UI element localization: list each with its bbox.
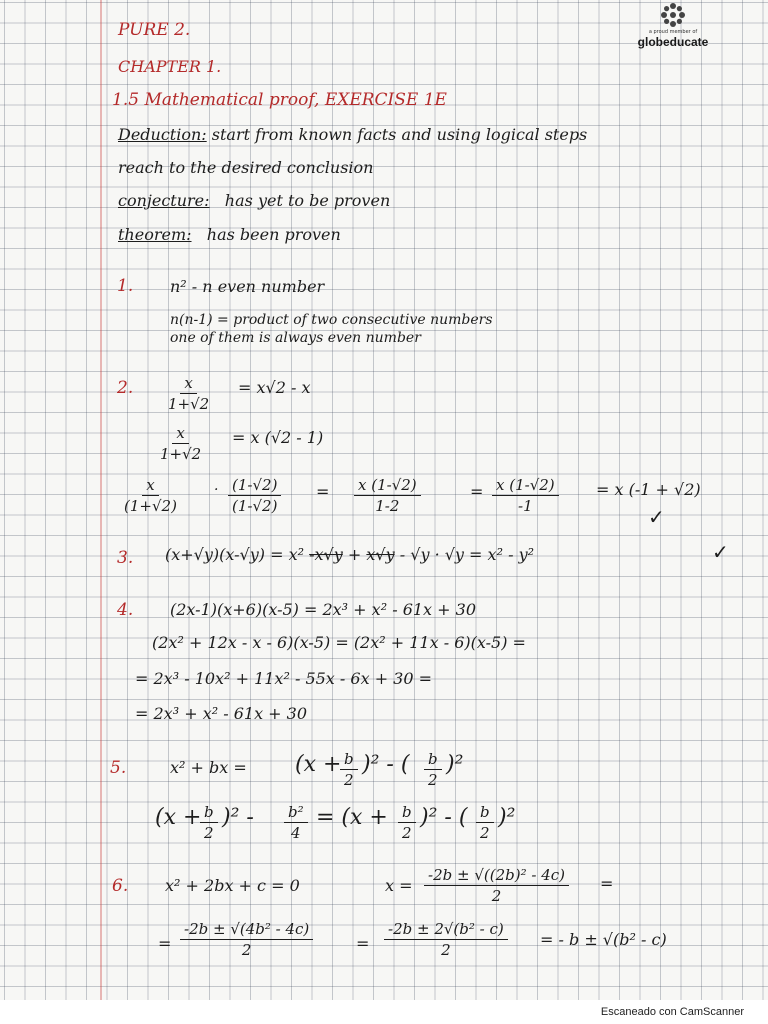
q2-c3-denominator: 1-2 (375, 497, 400, 515)
definition-conjecture-text: has yet to be proven (224, 191, 391, 210)
q5-line1c: )² - ( (362, 752, 410, 777)
q5-fraction-4 (284, 803, 308, 842)
q2-c2-denominator: (1-√2) (232, 497, 278, 515)
q2-fraction-c1 (124, 476, 177, 515)
definition-deduction-cont (118, 158, 373, 177)
definition-conjecture (118, 191, 390, 210)
q3-struck-term-2: x√y (366, 545, 395, 564)
term-conjecture: conjecture: (118, 191, 210, 210)
q5-f6-numerator: b (476, 803, 494, 823)
term-deduction: Deduction: (118, 125, 207, 144)
question-5-number: 5. (110, 758, 127, 778)
definition-deduction (118, 125, 587, 144)
q5-f3-numerator: b (200, 803, 218, 823)
q6-fraction-2 (180, 920, 313, 959)
logo-brand: globeducate (637, 35, 709, 49)
q4-line1: (2x-1)(x+6)(x-5) = 2x³ + x² - 61x + 30 (170, 600, 477, 619)
q2-b-rhs: = x (√2 - 1) (232, 428, 324, 447)
q4-line4: = 2x³ + x² - 61x + 30 (135, 704, 308, 723)
q6-equals-after: = (600, 874, 614, 893)
q5-line2a: (x + (155, 805, 202, 830)
q5-line1a: x² + bx = (170, 758, 247, 777)
q5-f2-denominator: 2 (428, 771, 438, 789)
logo-tagline: a proud member of (648, 29, 698, 35)
q2-c3-numerator: x (1-√2) (354, 476, 421, 496)
question-1-number: 1. (117, 276, 134, 296)
school-logo (618, 0, 728, 62)
q5-f6-denominator: 2 (480, 824, 490, 842)
q2-c-rhs: = x (-1 + √2) (596, 480, 701, 499)
q2-eq1: = (316, 482, 330, 501)
q2-b-denominator: 1+√2 (160, 445, 202, 463)
q5-f2-numerator: b (424, 750, 442, 770)
q6-f1-numerator: -2b ± √((2b)² - 4c) (424, 866, 569, 886)
question-3-number: 3. (117, 548, 134, 568)
q3-line (165, 545, 534, 564)
scanner-watermark: Escaneado con CamScanner (600, 1006, 744, 1018)
gear-flower-icon (660, 2, 686, 28)
q6-f2-denominator: 2 (241, 941, 252, 959)
q6-final: = - b ± √(b² - c) (540, 930, 667, 949)
question-2-number: 2. (117, 378, 134, 398)
q2-fraction-a (168, 374, 209, 413)
q6-equation: x² + 2bx + c = 0 (165, 876, 300, 895)
q6-f3-denominator: 2 (441, 941, 451, 959)
q5-fraction-3 (200, 803, 218, 842)
q5-fraction-5 (398, 803, 416, 842)
q6-x-equals: x = (385, 876, 413, 895)
q1-line2: n(n-1) = product of two consecutive numbers (170, 312, 493, 328)
q2-b-numerator: x (172, 424, 188, 444)
q2-eq2: = (470, 482, 484, 501)
q6-fraction-1 (424, 866, 569, 905)
q5-f5-numerator: b (398, 803, 416, 823)
question-4-number: 4. (117, 600, 134, 620)
definition-theorem-text: has been proven (206, 225, 341, 244)
q6-f1-denominator: 2 (491, 887, 502, 905)
q2-c1-denominator: (1+√2) (124, 497, 177, 515)
q1-line3: one of them is always even number (170, 330, 421, 346)
q6-equals-3: = (356, 934, 370, 953)
q5-f3-denominator: 2 (204, 824, 214, 842)
q5-fraction-1 (340, 750, 358, 789)
q2-fraction-c2 (228, 476, 281, 515)
q2-c1-numerator: x (142, 476, 158, 496)
q2-dot: · (214, 482, 219, 498)
definition-deduction-text: start from known facts and using logical steps (211, 125, 588, 144)
q5-fraction-2 (424, 750, 442, 789)
q2-a-denominator: 1+√2 (168, 395, 210, 413)
q5-f4-denominator: 4 (291, 824, 301, 842)
q1-line1: n² - n even number (170, 277, 325, 296)
check-mark-icon: ✓ (648, 505, 665, 529)
q5-line2b: )² - (222, 805, 254, 830)
q5-line2d: )² - ( (420, 805, 468, 830)
q5-f4-numerator: b² (284, 803, 308, 823)
q5-f1-numerator: b (340, 750, 358, 770)
q5-f5-denominator: 2 (402, 824, 412, 842)
q2-a-rhs: = x√2 - x (238, 378, 311, 397)
q6-f2-numerator: -2b ± √(4b² - 4c) (180, 920, 313, 940)
q4-line2: (2x² + 12x - x - 6)(x-5) = (2x² + 11x - 6)(x-5) = (152, 633, 526, 652)
q2-a-numerator: x (180, 374, 196, 394)
q2-c4-denominator: -1 (518, 497, 533, 515)
q5-line2e: )² (498, 805, 516, 830)
q2-fraction-b (160, 424, 201, 463)
q3-struck-term-1: -x√y (309, 545, 343, 564)
q4-line3: = 2x³ - 10x² + 11x² - 55x - 6x + 30 = (135, 669, 433, 688)
q6-fraction-3 (384, 920, 508, 959)
q2-fraction-c4 (492, 476, 559, 515)
q2-fraction-c3 (354, 476, 421, 515)
margin-line (100, 0, 102, 1000)
q5-line1b: (x + (295, 752, 342, 777)
q6-equals-2: = (158, 934, 172, 953)
question-6-number: 6. (112, 876, 129, 896)
q3-rest: - √y · √y = x² - y² (399, 545, 535, 564)
term-theorem: theorem: (118, 225, 192, 244)
q5-fraction-6 (476, 803, 494, 842)
check-mark-icon: ✓ (712, 540, 729, 564)
q5-line2c: = (x + (316, 805, 388, 830)
q5-line1d: )² (446, 752, 464, 777)
page-title: PURE 2. (118, 20, 191, 40)
q5-f1-denominator: 2 (344, 771, 354, 789)
section-title: 1.5 Mathematical proof, EXERCISE 1E (112, 90, 447, 110)
definition-deduction-text-2: reach to the desired conclusion (118, 158, 374, 177)
q2-c4-numerator: x (1-√2) (492, 476, 559, 496)
chapter-title: CHAPTER 1. (118, 57, 222, 76)
definition-theorem (118, 225, 341, 244)
q6-f3-numerator: -2b ± 2√(b² - c) (384, 920, 508, 940)
q2-c2-numerator: (1-√2) (228, 476, 281, 496)
q3-lhs: (x+√y)(x-√y) = x² (165, 545, 305, 564)
q3-plus: + (347, 545, 362, 564)
